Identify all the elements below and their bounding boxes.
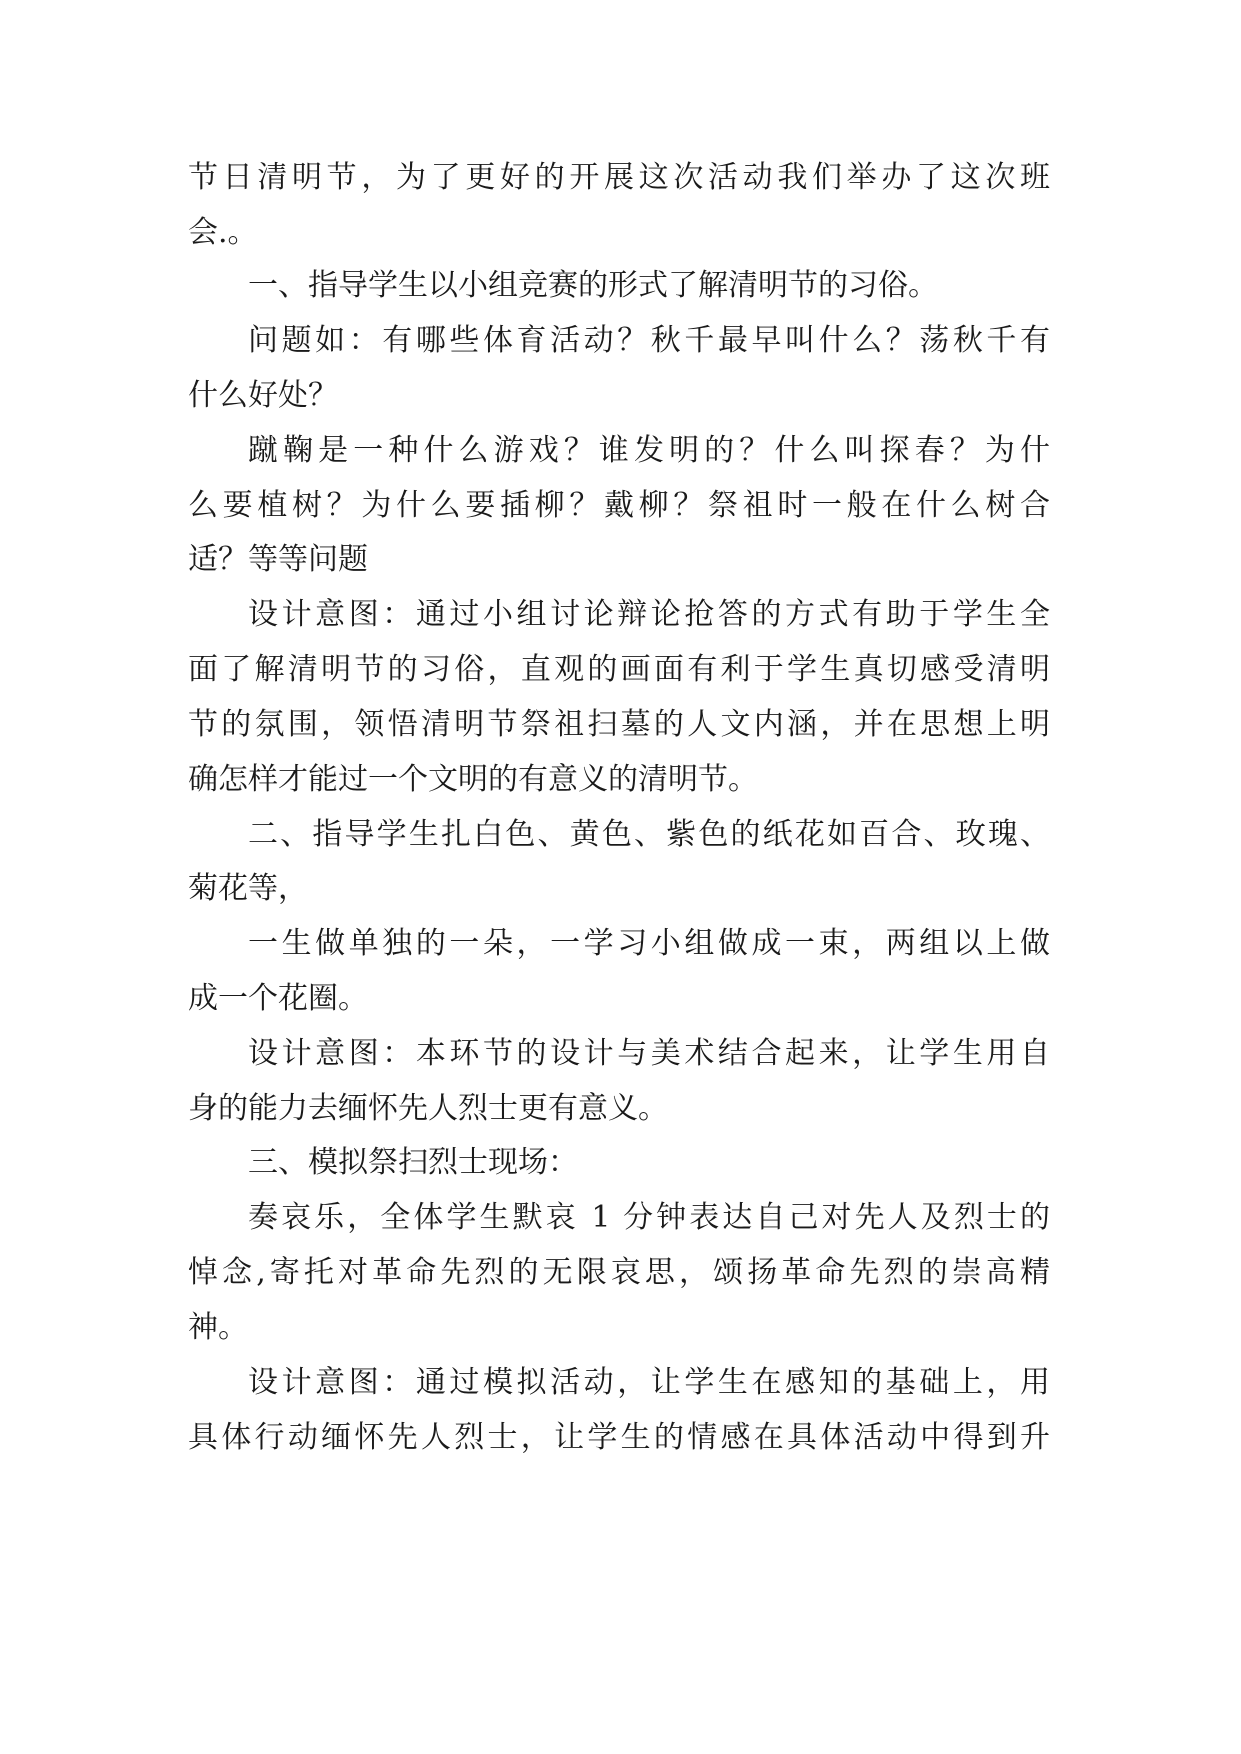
text-line: 奏哀乐，全体学生默哀 1 分钟表达自己对先人及烈士的 [248, 1200, 1050, 1235]
text-line: 么要植树？为什么要插柳？戴柳？祭祖时一般在什么树合 [188, 488, 1050, 523]
text-line: 成一个花圈。 [188, 981, 368, 1016]
text-line: 蹴鞠是一种什么游戏？谁发明的？什么叫探春？为什 [248, 433, 1050, 468]
text-line: 二、指导学生扎白色、黄色、紫色的纸花如百合、玫瑰、 [248, 817, 1050, 852]
text-line: 什么好处？ [188, 378, 338, 413]
text-line: 适？等等问题 [188, 542, 368, 577]
text-line: 悼念,寄托对革命先烈的无限哀思，颂扬革命先烈的崇高精 [188, 1255, 1050, 1290]
text-line: 具体行动缅怀先人烈士，让学生的情感在具体活动中得到升 [188, 1420, 1050, 1455]
text-line: 节的氛围，领悟清明节祭祖扫墓的人文内涵，并在思想上明 [188, 707, 1050, 742]
text-line: 设计意图：通过模拟活动，让学生在感知的基础上，用 [248, 1365, 1050, 1400]
text-line: 菊花等， [188, 871, 308, 906]
text-line: 一、指导学生以小组竞赛的形式了解清明节的习俗。 [248, 268, 938, 303]
text-line: 设计意图：通过小组讨论辩论抢答的方式有助于学生全 [248, 597, 1050, 632]
text-line: 节日清明节，为了更好的开展这次活动我们举办了这次班 [188, 160, 1050, 195]
text-line: 确怎样才能过一个文明的有意义的清明节。 [188, 762, 758, 797]
text-line: 一生做单独的一朵，一学习小组做成一束，两组以上做 [248, 926, 1050, 961]
text-line: 问题如：有哪些体育活动？秋千最早叫什么？荡秋千有 [248, 323, 1050, 358]
text-line: 设计意图：本环节的设计与美术结合起来，让学生用自 [248, 1036, 1050, 1071]
text-line: 三、模拟祭扫烈士现场： [248, 1145, 578, 1180]
text-line: 会.。 [188, 215, 258, 250]
text-line: 面了解清明节的习俗，直观的画面有利于学生真切感受清明 [188, 652, 1050, 687]
text-line: 神。 [188, 1310, 248, 1345]
text-line: 身的能力去缅怀先人烈士更有意义。 [188, 1091, 668, 1126]
